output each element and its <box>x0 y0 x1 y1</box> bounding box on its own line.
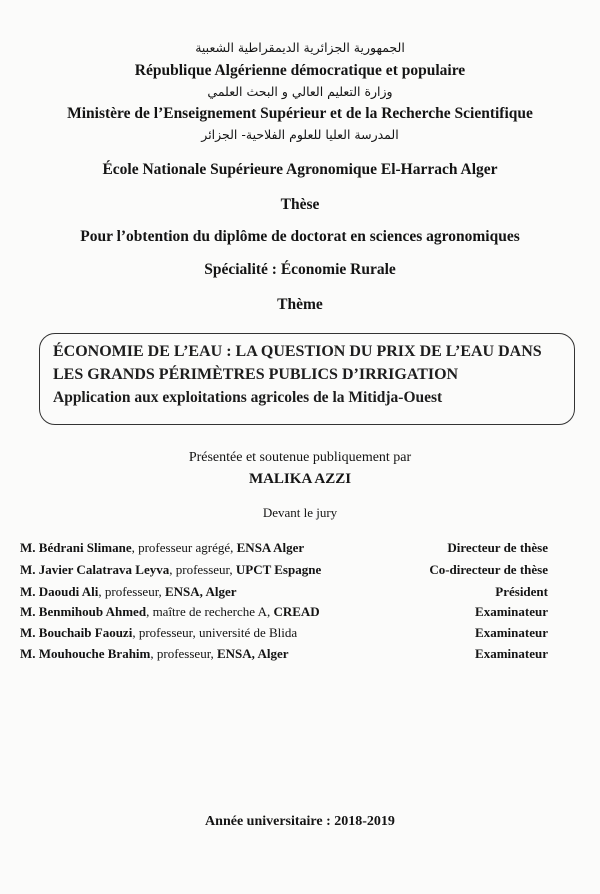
jury-member-name: M. Benmihoub Ahmed <box>20 604 147 619</box>
theme-title-line1: ÉCONOMIE DE L’EAU : LA QUESTION DU PRIX DE L’EAU DANS <box>53 343 542 360</box>
jury-member-role: Co-directeur de thèse <box>429 562 548 577</box>
jury-member-title: , professeur agrégé, <box>131 540 237 555</box>
theme-title-line2: LES GRANDS PÉRIMÈTRES PUBLICS D’IRRIGATION <box>53 366 459 383</box>
jury-member-role: Examinateur <box>475 604 548 619</box>
jury-member-row <box>20 562 580 582</box>
jury-member-title: , professeur, université de Blida <box>132 625 298 640</box>
jury-member-title: , professeur, <box>98 584 165 599</box>
jury-member-name: M. Daoudi Ali <box>20 584 99 599</box>
presented-by: Présentée et soutenue publiquement par <box>188 450 412 465</box>
jury-member-row <box>20 646 580 666</box>
republic-french: République Algérienne démocratique et populaire <box>134 62 466 79</box>
jury-intro: Devant le jury <box>262 505 338 520</box>
school-french: École Nationale Supérieure Agronomique El-Harrach Alger <box>102 161 498 178</box>
jury-member-title: , professeur, <box>150 646 217 661</box>
jury-member-institution: UPCT Espagne <box>235 562 322 577</box>
jury-member-details <box>20 584 237 600</box>
jury-member-details <box>20 604 320 620</box>
jury-member-details <box>20 562 321 578</box>
jury-member-row <box>20 604 580 624</box>
jury-member-row <box>20 625 580 645</box>
jury-member-role: Examinateur <box>475 625 548 640</box>
thesis-purpose: Pour l’obtention du diplôme de doctorat en sciences agronomiques <box>80 228 520 245</box>
jury-member-details <box>20 646 289 662</box>
republic-arabic: الجمهورية الجزائرية الديمقراطية الشعبية <box>195 40 405 55</box>
ministry-french: Ministère de l’Enseignement Supérieur et de la Recherche Scientifique <box>67 105 533 122</box>
jury-member-institution: ENSA, Alger <box>165 584 237 599</box>
school-arabic: المدرسة العليا للعلوم الفلاحية- الجزائر <box>201 127 399 142</box>
thesis-label: Thèse <box>280 196 320 213</box>
jury-member-role: Directeur de thèse <box>447 540 548 555</box>
jury-member-title: , professeur, <box>169 562 236 577</box>
jury-member-name: M. Bédrani Slimane <box>20 540 132 555</box>
jury-member-name: M. Mouhouche Brahim <box>20 646 151 661</box>
author-name: MALIKA AZZI <box>248 471 352 487</box>
thesis-specialty: Spécialité : Économie Rurale <box>204 261 396 278</box>
jury-member-details <box>20 540 304 556</box>
jury-member-institution: ENSA, Alger <box>217 646 289 661</box>
jury-member-details <box>20 625 297 641</box>
jury-member-name: M. Javier Calatrava Leyva <box>20 562 170 577</box>
jury-member-row <box>20 540 580 560</box>
jury-member-row <box>20 584 580 604</box>
jury-member-institution: ENSA Alger <box>236 540 305 555</box>
jury-member-name: M. Bouchaib Faouzi <box>20 625 133 640</box>
jury-member-role: Examinateur <box>475 646 548 661</box>
jury-member-role: Président <box>495 584 548 599</box>
academic-year: Année universitaire : 2018-2019 <box>205 814 395 829</box>
jury-member-institution: CREAD <box>273 604 320 619</box>
jury-member-title: , maître de recherche A, <box>146 604 274 619</box>
theme-subtitle: Application aux exploitations agricoles de la Mitidja-Ouest <box>53 389 443 406</box>
ministry-arabic: وزارة التعليم العالي و البحث العلمي <box>207 84 393 99</box>
theme-label: Thème <box>277 296 323 313</box>
